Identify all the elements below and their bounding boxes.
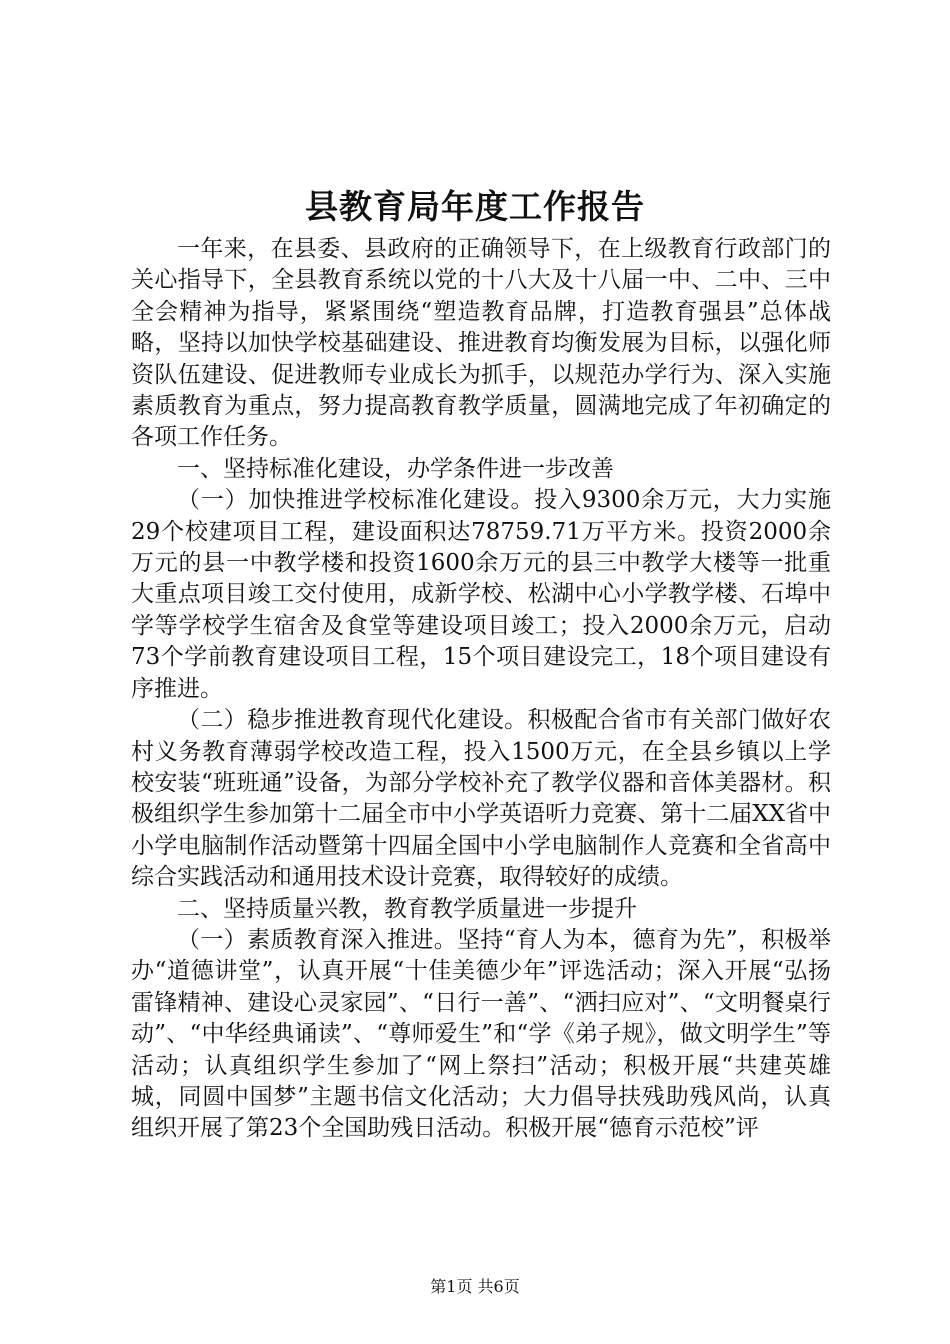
page-number: 第1页 共6页 [430,1277,520,1296]
paragraph-intro: 一年来，在县委、县政府的正确领导下，在上级教育行政部门的关心指导下，全县教育系统以党的十八大及十八届一中、二中、三中全会精神为指导，紧紧围绕“塑造教育品牌，打造教育强县”总体战略，坚持以加快学校基础建设、推进教育均衡发展为目标，以强化师资队伍建设、促进教师专业成长为抓手，以规范办学行为、深入实施素质教育为重点，努力提高教育教学质量，圆满地完成了年初确定的各项工作任务。 [131,236,831,451]
paragraph-1-1: （一）加快推进学校标准化建设。投入9300余万元，大力实施29个校建项目工程，建设面积达78759.71万平方米。投资2000余万元的县一中教学楼和投资1600余万元的县三中教学大楼等一批重大重点项目竣工交付使用，成新学校、松湖中心小学教学楼、石埠中学等学校学生宿舍及食堂等建设项目竣工；投入2000余万元，启动73个学前教育建设项目工程，15个项目建设完工，18个项目建设有序推进。 [131,487,831,702]
paragraph-1-2: （二）稳步推进教育现代化建设。积极配合省市有关部门做好农村义务教育薄弱学校改造工程，投入1500万元，在全县乡镇以上学校安装“班班通”设备，为部分学校补充了教学仪器和音体美器材。积极组织学生参加第十二届全市中小学英语听力竞赛、第十二届XX省中小学电脑制作活动暨第十四届全国中小学电脑制作人竞赛和全省高中综合实践活动和通用技术设计竞赛，取得较好的成绩。 [131,707,831,891]
section-heading-1: 一、坚持标准化建设，办学条件进一步改善 [177,455,614,482]
paragraph-2-1: （一）素质教育深入推进。坚持“育人为本，德育为先”，积极举办“道德讲堂”，认真开展“十佳美德少年”评选活动；深入开展“弘扬雷锋精神、建设心灵家园”、“日行一善”、“洒扫应对”、“文明餐桌行动”、“中华经典诵读”、“尊师爱生”和“学《弟子规》，做文明学生”等活动；认真组织学生参加了“网上祭扫”活动；积极开展“共建英雄城，同圆中国梦”主题书信文化活动；大力倡导扶残助残风尚，认真组织开展了第23个全国助残日活动。积极开展“德育示范校”评 [131,926,831,1142]
document-title: 县教育局年度工作报告 [305,187,645,226]
document-body [131,234,831,1145]
section-heading-2: 二、坚持质量兴教，教育教学质量进一步提升 [177,895,637,922]
